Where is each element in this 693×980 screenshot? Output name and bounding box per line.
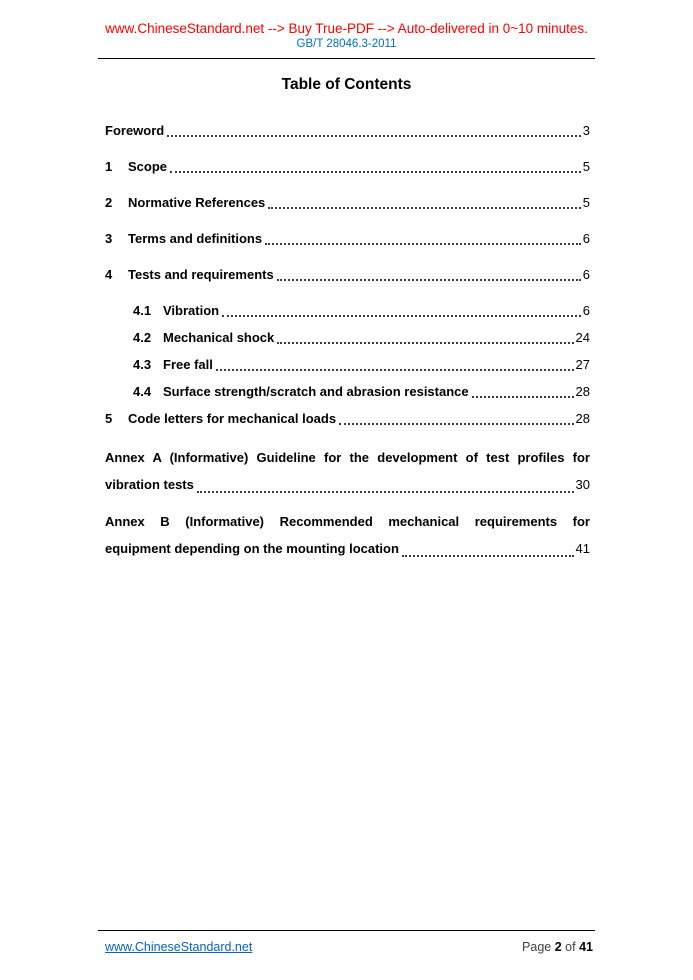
toc-entry-number: 4.4 <box>133 384 152 399</box>
dot-leader <box>268 207 580 209</box>
dot-leader <box>222 315 581 317</box>
page-footer <box>98 930 595 954</box>
dot-leader <box>402 555 574 557</box>
toc-annex-line1: Annex B (Informative) Recommended mechanical requirements for <box>105 514 590 529</box>
toc-entry-number: 5 <box>105 411 113 426</box>
toc-entry-foreword[interactable] <box>105 120 590 142</box>
toc-entry-number: 2 <box>105 195 113 210</box>
toc-annex-line2: vibration tests <box>105 477 194 492</box>
page-word: Page <box>522 940 552 954</box>
toc-entry-number: 1 <box>105 159 113 174</box>
toc-entry-label: Tests and requirements <box>128 267 274 282</box>
toc-entry-1[interactable] <box>105 156 590 178</box>
footer-link[interactable]: www.ChineseStandard.net <box>105 940 253 954</box>
toc-entry-page: 6 <box>582 231 590 246</box>
toc-entry-label: Code letters for mechanical loads <box>128 411 337 426</box>
toc-entry-page: 5 <box>582 159 590 174</box>
toc-entry-label: Normative References <box>128 195 266 210</box>
toc-entry-label: Vibration <box>163 303 220 318</box>
toc-annex-line1: Annex A (Informative) Guideline for the development of test profiles for <box>105 450 590 465</box>
dot-leader <box>277 279 581 281</box>
toc-entry-4[interactable] <box>105 264 590 286</box>
toc-entry-label: Foreword <box>105 123 165 138</box>
dot-leader <box>277 342 573 344</box>
toc-entry-number: 4 <box>105 267 113 282</box>
dot-leader <box>167 135 581 137</box>
toc-annex-line2-row <box>105 471 590 498</box>
toc-entry-4-1[interactable] <box>133 300 590 322</box>
toc-annex-b[interactable] <box>105 508 590 562</box>
toc-annex-a[interactable] <box>105 444 590 498</box>
toc-entry-4-4[interactable] <box>133 381 590 403</box>
promo-banner[interactable]: www.ChineseStandard.net --> Buy True-PDF --> Auto-delivered in 0~10 minutes. <box>105 21 588 36</box>
page-title: Table of Contents <box>281 76 412 93</box>
toc-entry-page: 5 <box>582 195 590 210</box>
doc-number: GB/T 28046.3-2011 <box>296 38 397 50</box>
dot-leader <box>265 243 581 245</box>
toc-entry-page: 6 <box>582 303 590 318</box>
toc-entry-label: Scope <box>128 159 168 174</box>
toc-entry-3[interactable] <box>105 228 590 250</box>
toc-entry-page: 27 <box>575 357 590 372</box>
toc-entry-page: 41 <box>575 541 590 556</box>
header-divider <box>98 58 595 59</box>
toc-entry-2[interactable] <box>105 192 590 214</box>
of-word: of <box>565 940 576 954</box>
dot-leader <box>216 369 574 371</box>
toc-entry-label: Surface strength/scratch and abrasion resistance <box>163 384 469 399</box>
toc-entry-page: 30 <box>575 477 590 492</box>
toc-entry-label: Mechanical shock <box>163 330 275 345</box>
toc-annex-line2: equipment depending on the mounting location <box>105 541 399 556</box>
dot-leader <box>339 423 573 425</box>
toc-entry-page: 3 <box>582 123 590 138</box>
dot-leader <box>170 171 581 173</box>
toc-entry-page: 24 <box>575 330 590 345</box>
page-total: 41 <box>579 940 593 954</box>
toc-entry-number: 4.3 <box>133 357 152 372</box>
toc-entry-page: 28 <box>575 384 590 399</box>
toc-entry-5[interactable] <box>105 408 590 430</box>
page-current: 2 <box>554 940 562 954</box>
toc-entry-4-3[interactable] <box>133 354 590 376</box>
table-of-contents <box>0 94 693 562</box>
toc-entry-number: 3 <box>105 231 113 246</box>
toc-annex-line2-row <box>105 535 590 562</box>
toc-entry-label: Terms and definitions <box>128 231 263 246</box>
page-info <box>522 940 593 954</box>
toc-entry-number: 4.1 <box>133 303 152 318</box>
toc-entry-label: Free fall <box>163 357 213 372</box>
dot-leader <box>197 491 574 493</box>
toc-entry-page: 28 <box>575 411 590 426</box>
toc-entry-number: 4.2 <box>133 330 152 345</box>
dot-leader <box>472 396 574 398</box>
toc-entry-4-2[interactable] <box>133 327 590 349</box>
toc-entry-page: 6 <box>582 267 590 282</box>
